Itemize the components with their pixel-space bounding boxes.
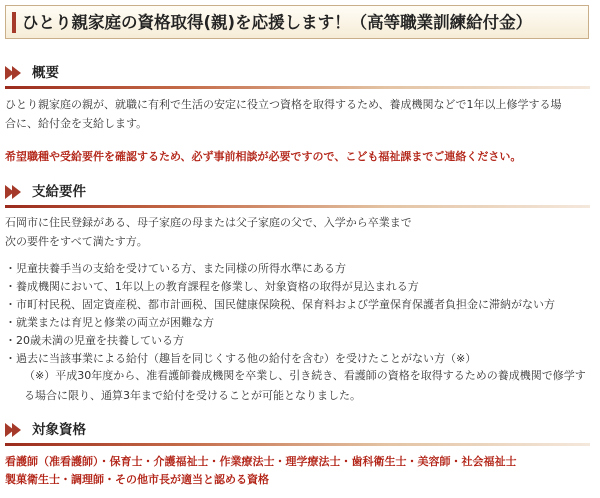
section-divider [5,443,590,446]
title-accent-bar [12,12,16,33]
page-title-box [5,5,589,39]
qualifications-line1: 看護師（准看護師）・保育士・介護福祉士・作業療法士・理学療法士・歯科衛生士・美容師・社会福祉士 [5,455,517,468]
double-chevron-right-icon [5,65,27,81]
list-item: ・養成機関において、1年以上の教育課程を修業し、対象資格の取得が見込まれる方 [5,280,419,293]
consultation-notice: 希望職種や受給要件を確認するため、必ず事前相談が必要ですので、こども福祉課までご連絡ください。 [5,150,522,163]
overview-text-line1: ひとり親家庭の親が、就職に有利で生活の安定に役立つ資格を取得するため、養成機関などで1年以上修学する場 [5,98,562,111]
section-heading-overview [5,62,590,84]
double-chevron-right-icon [5,184,27,200]
list-item: ・過去に当該事業による給付（趣旨を同じくする他の給付を含む）を受けたことがない方（※） [5,352,477,365]
note-line2: る場合に限り、通算3年まで給付を受けることが可能となりました。 [24,389,361,402]
page-title: ひとり親家庭の資格取得(親)を応援します！（高等職業訓練給付金） [22,13,533,32]
list-item: ・就業または育児と修業の両立が困難な方 [5,316,214,329]
note-line1: （※）平成30年度から、准看護師養成機関を卒業し、引き続き、看護師の資格を取得するための養成機関で修学す [24,369,586,382]
list-item: ・市町村民税、固定資産税、都市計画税、国民健康保険税、保育料および学童保育保護者負担金に滞納がない方 [5,298,555,311]
list-item: ・20歳未満の児童を扶養している方 [5,334,184,347]
qualifications-line2: 製菓衛生士・調理師・その他市長が適当と認める資格 [5,473,269,486]
section-title: 支給要件 [32,184,86,200]
double-chevron-right-icon [5,422,27,438]
section-divider [5,205,590,208]
section-title: 概要 [32,65,59,81]
overview-text-line2: 合に、給付金を支給します。 [5,117,148,130]
section-title: 対象資格 [32,422,86,438]
requirements-intro-line2: 次の要件をすべて満たす方。 [5,235,148,248]
section-divider [5,86,590,89]
section-heading-qualifications [5,419,590,441]
requirements-intro-line1: 石岡市に住民登録がある、母子家庭の母または父子家庭の父で、入学から卒業まで [5,216,412,229]
section-heading-requirements [5,181,590,203]
list-item: ・児童扶養手当の支給を受けている方、また同様の所得水準にある方 [5,262,346,275]
requirements-list [5,260,555,368]
